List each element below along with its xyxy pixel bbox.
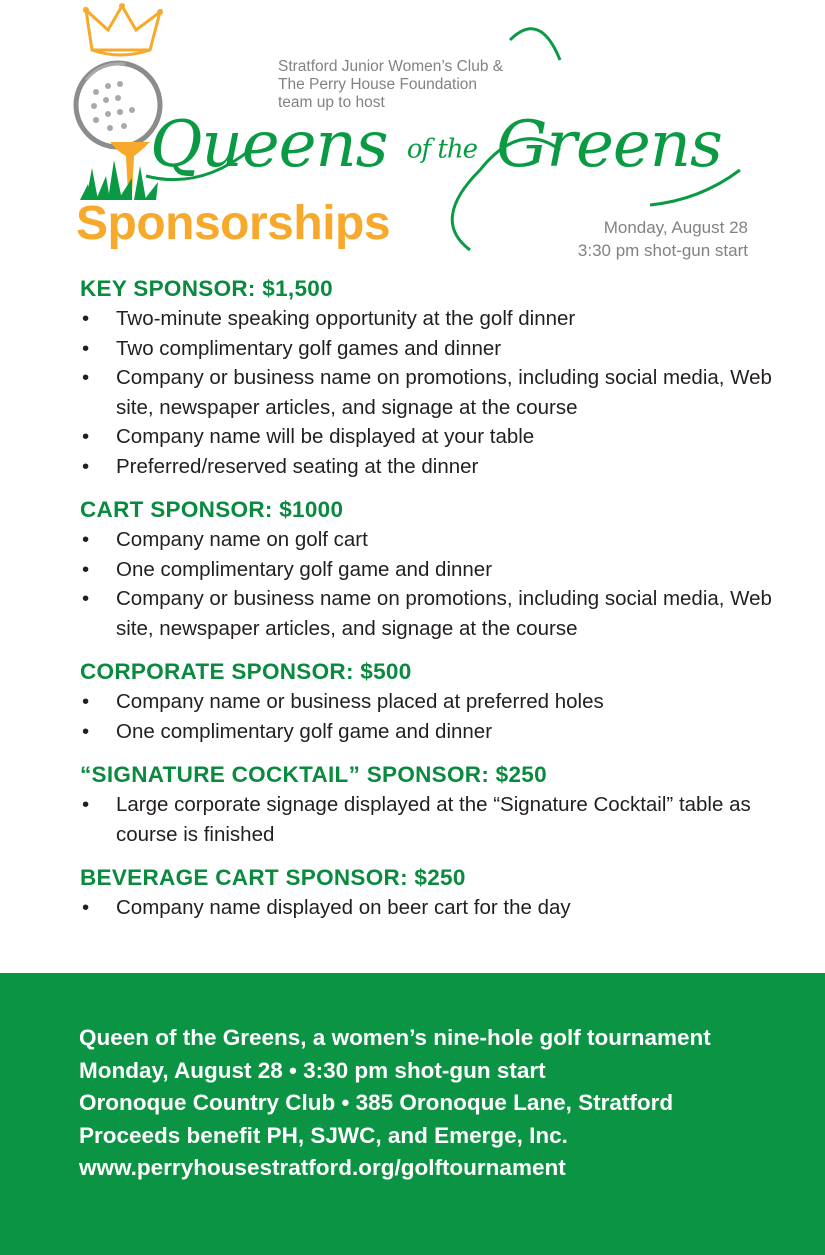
bullet-icon: • bbox=[82, 307, 90, 330]
footer-band bbox=[0, 973, 825, 1255]
benefit-item bbox=[80, 452, 780, 482]
intro-line: The Perry House Foundation bbox=[278, 76, 478, 93]
sponsor-section bbox=[80, 274, 780, 481]
benefit-item bbox=[80, 687, 780, 717]
sponsor-section-title: CORPORATE SPONSOR: $500 bbox=[80, 659, 412, 684]
bullet-icon: • bbox=[82, 336, 90, 360]
bullet-icon: • bbox=[82, 454, 90, 478]
benefit-item bbox=[80, 717, 780, 747]
header bbox=[0, 0, 825, 270]
benefit-text: Company name will be displayed at your table bbox=[116, 425, 535, 448]
benefit-item bbox=[80, 525, 780, 555]
bullet-icon: • bbox=[82, 528, 90, 551]
benefit-text: Preferred/reserved seating at the dinner bbox=[116, 454, 479, 478]
footer-line-event: Queen of the Greens, a women’s nine-hole golf tournament bbox=[79, 1025, 711, 1050]
title-of-the: of the bbox=[406, 134, 477, 165]
bullet-icon: • bbox=[82, 719, 90, 743]
benefit-list bbox=[80, 893, 780, 923]
footer-line-location: Oronoque Country Club • 385 Oronoque Lane, Stratford bbox=[79, 1090, 674, 1115]
benefit-list bbox=[80, 525, 780, 643]
bullet-icon: • bbox=[82, 793, 90, 816]
intro-line: team up to host bbox=[278, 94, 385, 111]
benefit-item bbox=[80, 334, 780, 364]
footer-info bbox=[79, 1022, 711, 1185]
bullet-icon: • bbox=[82, 425, 90, 448]
sponsor-section-title: “SIGNATURE COCKTAIL” SPONSOR: $250 bbox=[80, 762, 547, 787]
sponsor-section bbox=[80, 657, 780, 746]
event-start: 3:30 pm shot-gun start bbox=[577, 241, 748, 260]
title-greens: Greens bbox=[496, 108, 722, 182]
benefit-list bbox=[80, 790, 780, 849]
footer-line-proceeds: Proceeds benefit PH, SJWC, and Emerge, Inc. bbox=[79, 1122, 568, 1148]
benefit-text: Two complimentary golf games and dinner bbox=[116, 336, 502, 360]
bullet-icon: • bbox=[82, 896, 90, 919]
title-queens: Queens bbox=[150, 108, 388, 182]
benefit-text: Company name on golf cart bbox=[116, 528, 368, 551]
benefit-list bbox=[80, 304, 780, 481]
intro-text bbox=[278, 58, 503, 112]
benefit-item bbox=[80, 555, 780, 585]
bullet-icon: • bbox=[82, 690, 90, 713]
benefit-item bbox=[80, 363, 780, 422]
sponsor-levels bbox=[80, 274, 780, 937]
benefit-list bbox=[80, 687, 780, 746]
benefit-item bbox=[80, 893, 780, 923]
event-title bbox=[150, 108, 722, 182]
event-info bbox=[578, 216, 748, 262]
sponsor-section bbox=[80, 863, 780, 923]
grass-icon bbox=[80, 160, 158, 200]
benefit-item bbox=[80, 790, 780, 849]
event-date: Monday, August 28 bbox=[603, 218, 748, 237]
sponsor-section-title: CART SPONSOR: $1000 bbox=[80, 497, 344, 522]
sponsorships-heading: Sponsorships bbox=[76, 197, 391, 250]
benefit-text: One complimentary golf game and dinner bbox=[116, 719, 493, 743]
sponsor-section bbox=[80, 495, 780, 643]
benefit-item bbox=[80, 422, 780, 452]
benefit-text: Company name or business placed at preferred holes bbox=[116, 690, 604, 713]
benefit-text: One complimentary golf game and dinner bbox=[116, 557, 493, 581]
benefit-text: Two-minute speaking opportunity at the golf dinner bbox=[116, 307, 576, 330]
benefit-text: Company name displayed on beer cart for the day bbox=[116, 896, 571, 919]
sponsor-section bbox=[80, 760, 780, 849]
sponsor-section-title: BEVERAGE CART SPONSOR: $250 bbox=[80, 865, 466, 890]
footer-line-date: Monday, August 28 • 3:30 pm shot-gun start bbox=[79, 1057, 546, 1083]
benefit-text: Large corporate signage displayed at the “Signature Cocktail” table as course is finished bbox=[116, 793, 751, 846]
footer-line-website[interactable]: www.perryhousestratford.org/golftournament bbox=[79, 1155, 566, 1180]
bullet-icon: • bbox=[82, 587, 90, 610]
crown-icon bbox=[83, 3, 163, 55]
bullet-icon: • bbox=[82, 366, 90, 389]
benefit-text: Company or business name on promotions, including social media, Web site, newspaper articles, and signage at the course bbox=[116, 587, 772, 640]
benefit-item bbox=[80, 584, 780, 643]
intro-line: Stratford Junior Women’s Club & bbox=[278, 58, 504, 75]
sponsor-section-title: KEY SPONSOR: $1,500 bbox=[80, 276, 333, 301]
benefit-item bbox=[80, 304, 780, 334]
bullet-icon: • bbox=[82, 557, 90, 581]
golf-ball-icon bbox=[76, 63, 160, 147]
benefit-text: Company or business name on promotions, including social media, Web site, newspaper articles, and signage at the course bbox=[116, 366, 772, 419]
